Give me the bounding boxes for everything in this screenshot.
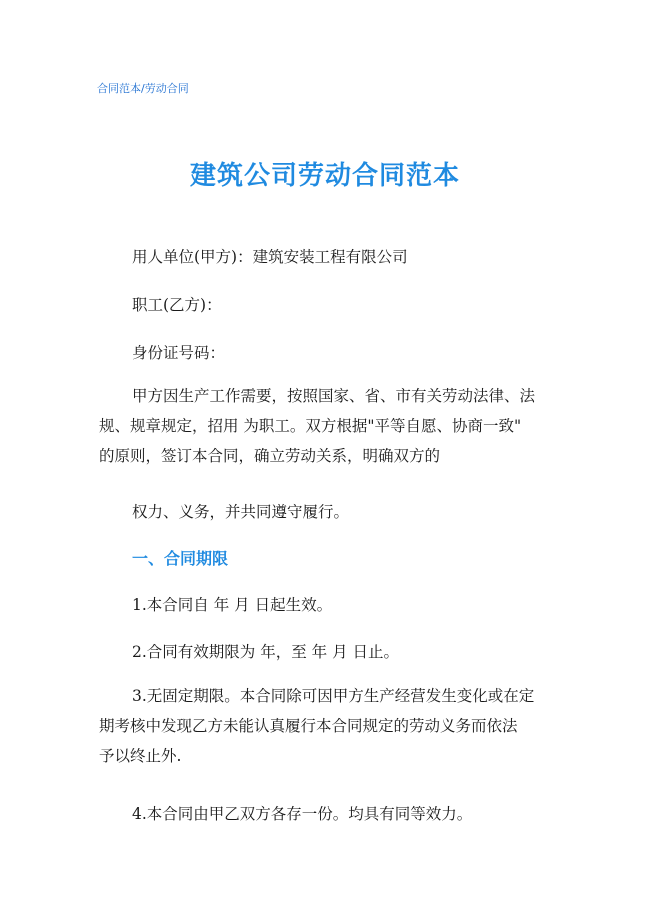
- id-number-field: 身份证号码：: [132, 344, 226, 362]
- term-item-3-line-3: 予以终止外.: [99, 747, 182, 765]
- term-item-4: 4.本合同由甲乙双方各存一份。均具有同等效力。: [132, 805, 473, 823]
- intro-line-3: 的原则，签订本合同，确立劳动关系，明确双方的: [99, 447, 441, 465]
- breadcrumb[interactable]: 合同范本/劳动合同: [97, 82, 189, 95]
- section-heading-contract-term: 一、合同期限: [132, 549, 229, 568]
- intro-paragraph: [99, 381, 554, 471]
- document-title: 建筑公司劳动合同范本: [189, 161, 460, 191]
- term-item-3-line-2: 期考核中发现乙方未能认真履行本合同规定的劳动义务而依法: [99, 717, 518, 735]
- intro-line-2: 规、规章规定，招用 为职工。双方根据"平等自愿、协商一致": [99, 417, 522, 435]
- intro-paragraph-continued: 权力、义务，并共同遵守履行。: [132, 503, 350, 521]
- term-item-1: 1.本合同自 年 月 日起生效。: [132, 596, 333, 614]
- term-item-3: [99, 681, 554, 771]
- term-item-2: 2.合同有效期限为 年，至 年 月 日止。: [132, 643, 399, 661]
- employee-field: 职工(乙方)：: [132, 296, 222, 314]
- employer-field: 用人单位(甲方)：建筑安装工程有限公司: [132, 248, 408, 266]
- intro-line-1: 甲方因生产工作需要，按照国家、省、市有关劳动法律、法: [132, 387, 536, 405]
- term-item-3-line-1: 3.无固定期限。本合同除可因甲方生产经营发生变化或在定: [132, 687, 535, 705]
